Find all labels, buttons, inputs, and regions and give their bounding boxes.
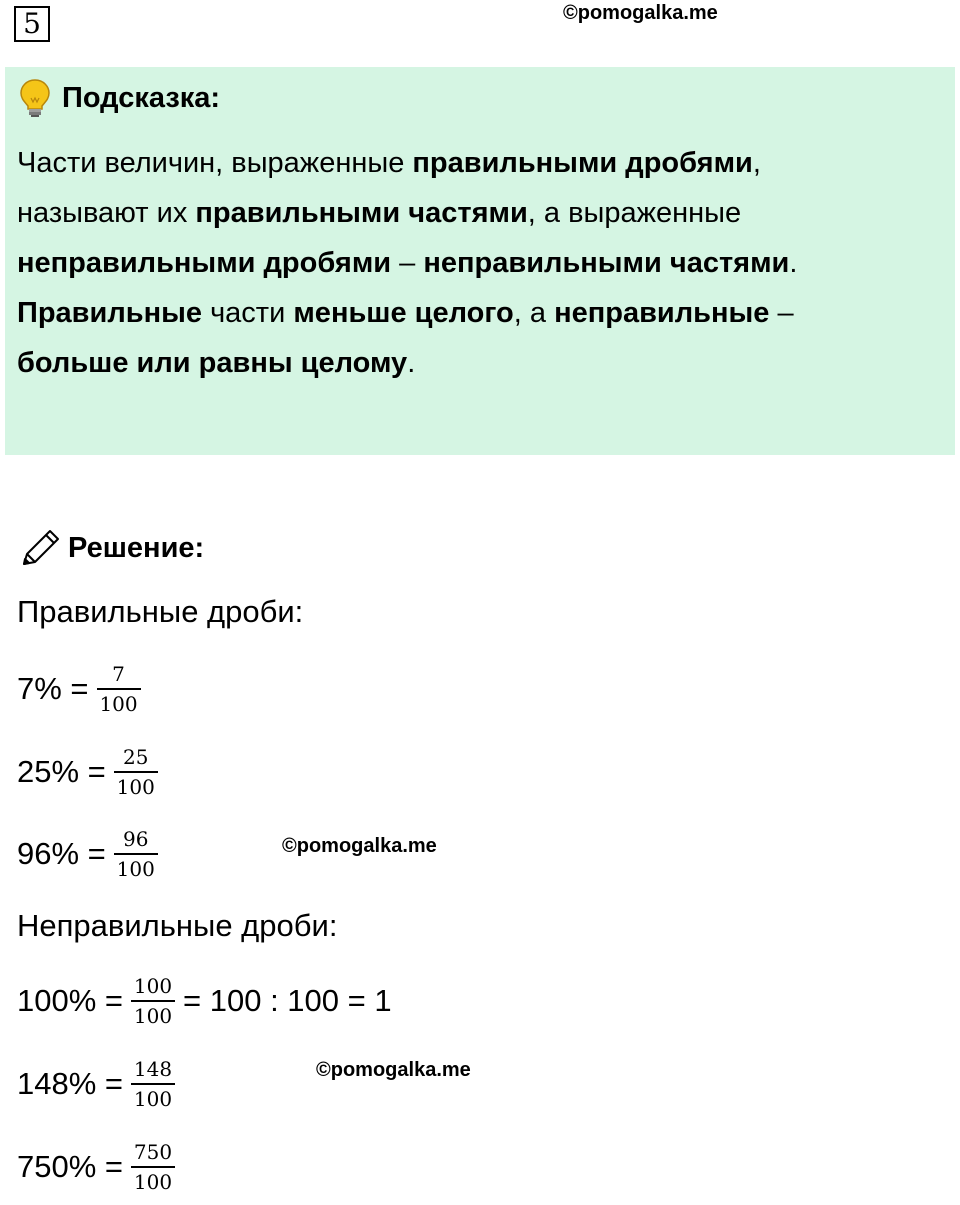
fraction-denominator: 100 [99, 692, 138, 716]
hint-bold-part: правильными частями [195, 197, 528, 229]
equation-lhs: 750% = [17, 1149, 124, 1184]
hint-text-part: – [769, 297, 794, 329]
fraction-numerator: 96 [114, 827, 158, 855]
watermark-top: ©pomogalka.me [563, 2, 718, 24]
solution-header [18, 528, 204, 568]
hint-title: Подсказка: [62, 81, 221, 114]
equation-row [17, 745, 158, 799]
hint-text-part: . [407, 347, 416, 379]
hint-line-1 [17, 138, 937, 188]
hint-bold-part: Правильные [17, 297, 203, 329]
hint-line-4 [17, 288, 937, 338]
fraction-numerator: 148 [131, 1057, 175, 1085]
watermark-middle: ©pomogalka.me [282, 835, 437, 857]
fraction-numerator: 7 [97, 662, 141, 690]
hint-text-part: , [752, 147, 761, 179]
fraction-numerator: 100 [131, 974, 175, 1002]
equation-row [17, 1057, 175, 1111]
equation-row [17, 827, 158, 881]
hint-text-part: – [391, 247, 424, 279]
hint-bold-part: правильными дробями [412, 147, 753, 179]
proper-fractions-label: Правильные дроби: [17, 594, 304, 629]
fraction-denominator: 100 [116, 775, 155, 799]
lightbulb-icon [18, 78, 52, 118]
hint-text-part: части [202, 297, 294, 329]
fraction [114, 745, 158, 799]
hint-bold-part: неправильные [554, 297, 770, 329]
hint-text-part: называют их [17, 197, 196, 229]
fraction [131, 1057, 175, 1111]
fraction [131, 1140, 175, 1194]
equation-lhs: 25% = [17, 754, 106, 789]
fraction-numerator: 25 [114, 745, 158, 773]
equation-lhs: 96% = [17, 836, 106, 871]
solution-title: Решение: [68, 531, 205, 564]
watermark-bottom: ©pomogalka.me [316, 1059, 471, 1081]
hint-line-2 [17, 188, 937, 238]
fraction-denominator: 100 [133, 1170, 173, 1194]
equation-tail: = 100 : 100 = 1 [183, 983, 392, 1018]
task-number-box [14, 6, 50, 42]
equation-row [17, 662, 141, 716]
hint-text [17, 138, 937, 388]
equation-row [17, 1140, 175, 1194]
equation-lhs: 148% = [17, 1066, 124, 1101]
hint-bold-part: неправильными дробями [17, 247, 392, 279]
equation-lhs: 7% = [17, 671, 89, 706]
pencil-icon [18, 528, 62, 568]
hint-bold-part: неправильными частями [423, 247, 790, 279]
hint-text-part: , а выраженные [527, 197, 742, 229]
fraction [114, 827, 158, 881]
hint-line-3 [17, 238, 937, 288]
hint-bold-part: больше или равны целому [17, 347, 408, 379]
hint-header [18, 78, 220, 118]
fraction-denominator: 100 [133, 1004, 173, 1028]
hint-text-part: , а [513, 297, 555, 329]
improper-fractions-label: Неправильные дроби: [17, 908, 338, 943]
fraction [131, 974, 175, 1028]
hint-text-part: Части величин, выраженные [17, 147, 413, 179]
fraction-denominator: 100 [133, 1087, 173, 1111]
equation-row [17, 974, 392, 1028]
hint-line-5 [17, 338, 937, 388]
fraction-denominator: 100 [116, 857, 155, 881]
fraction-numerator: 750 [131, 1140, 175, 1168]
fraction [97, 662, 141, 716]
hint-text-part: . [789, 247, 798, 279]
equation-lhs: 100% = [17, 983, 124, 1018]
task-number: 5 [23, 7, 41, 40]
hint-bold-part: меньше целого [293, 297, 514, 329]
